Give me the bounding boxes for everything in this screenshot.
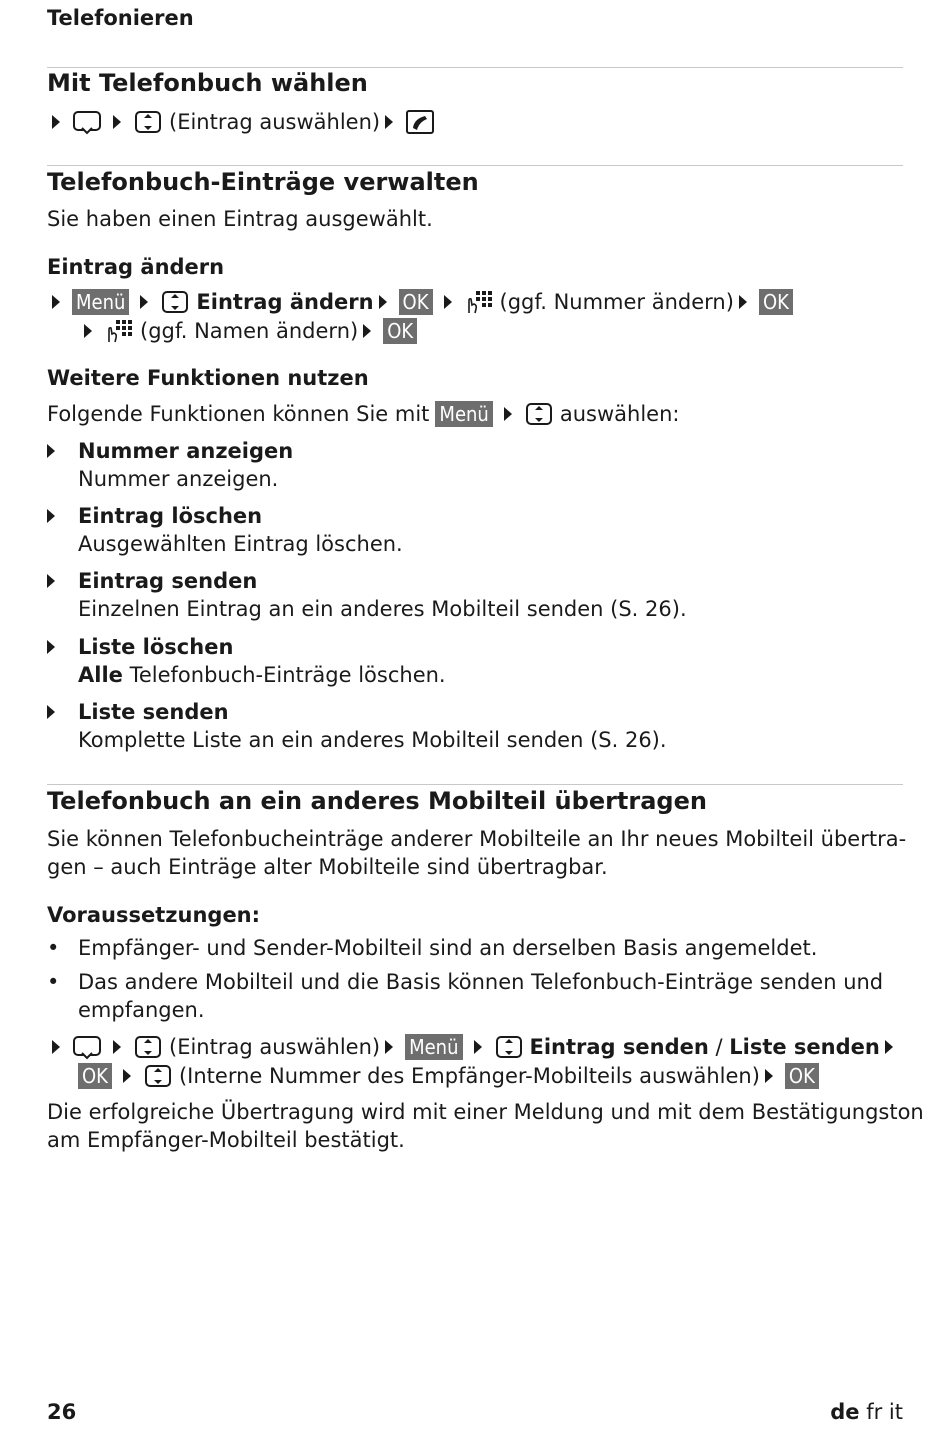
bullet-triangle-icon [47, 509, 55, 523]
divider [47, 784, 903, 785]
function-title: Liste löschen [78, 635, 234, 659]
bullet-dot: • [47, 970, 60, 994]
step-arrow-icon [52, 295, 60, 309]
menu-softkey: Menü [72, 289, 129, 315]
up-down-nav-icon [133, 109, 163, 135]
requirement-item [47, 934, 903, 962]
requirement-text: Das andere Mobilteil und die Basis können Telefonbuch-Einträge senden und empfangen. [78, 970, 884, 1022]
step-arrow-icon [140, 295, 148, 309]
requirements-heading: Voraussetzungen: [47, 903, 261, 927]
option-separator: / [708, 1035, 730, 1059]
bullet-triangle-icon [47, 444, 55, 458]
intro-text: Folgende Funktionen können Sie mit [47, 402, 430, 426]
up-down-nav-icon [524, 401, 554, 427]
step-arrow-icon [385, 1040, 393, 1054]
requirement-item [47, 968, 903, 1024]
step-arrow-icon [765, 1069, 773, 1083]
keypad-icon [464, 289, 494, 315]
step-arrow-icon [379, 295, 387, 309]
function-desc: Nummer anzeigen. [78, 467, 279, 491]
step-arrow-icon [113, 115, 121, 129]
bullet-triangle-icon [47, 574, 55, 588]
step-hint: (ggf. Nummer ändern) [499, 290, 734, 314]
function-title: Nummer anzeigen [78, 439, 294, 463]
bullet-dot: • [47, 936, 60, 960]
language-active: de [830, 1400, 860, 1424]
running-header: Telefonieren [47, 6, 194, 30]
ok-softkey: OK [759, 289, 793, 315]
step-hint: (ggf. Namen ändern) [140, 319, 359, 343]
function-title: Eintrag löschen [78, 504, 263, 528]
step-hint: (Eintrag auswählen) [169, 110, 381, 134]
function-desc: Alle Telefonbuch-Einträge löschen. [78, 663, 446, 687]
step-hint: (Eintrag auswählen) [169, 1035, 381, 1059]
step-arrow-icon [444, 295, 452, 309]
section-title-transfer: Telefonbuch an ein anderes Mobilteil übertragen [47, 787, 707, 815]
phonebook-key-icon [72, 109, 102, 135]
menu-softkey: Menü [405, 1034, 462, 1060]
transfer-steps-line1 [47, 1033, 905, 1061]
function-desc: Einzelnen Eintrag an ein anderes Mobilteil senden (S. 26). [78, 597, 687, 621]
language-links [830, 1400, 903, 1424]
manage-intro: Sie haben einen Eintrag ausgewählt. [47, 207, 433, 231]
ok-softkey: OK [399, 289, 433, 315]
language-others: fr it [859, 1400, 903, 1424]
more-functions-intro [47, 400, 679, 428]
ok-softkey: OK [78, 1063, 112, 1089]
edit-steps-line2 [79, 317, 423, 345]
up-down-nav-icon [133, 1034, 163, 1060]
bullet-triangle-icon [47, 640, 55, 654]
step-arrow-icon [52, 1040, 60, 1054]
manual-page [47, 0, 924, 1443]
step-arrow-icon [739, 295, 747, 309]
step-arrow-icon [363, 324, 371, 338]
function-title: Liste senden [78, 700, 229, 724]
menu-option: Eintrag senden [529, 1035, 709, 1059]
step-arrow-icon [84, 324, 92, 338]
step-arrow-icon [504, 407, 512, 421]
edit-steps-line1 [47, 288, 799, 316]
bullet-triangle-icon [47, 705, 55, 719]
menu-option: Eintrag ändern [196, 290, 374, 314]
step-arrow-icon [113, 1040, 121, 1054]
step-arrow-icon [885, 1040, 893, 1054]
step-arrow-icon [52, 115, 60, 129]
transfer-intro-line2: gen – auch Einträge alter Mobilteile sind übertragbar. [47, 855, 608, 879]
step-arrow-icon [123, 1069, 131, 1083]
section-title-dial: Mit Telefonbuch wählen [47, 69, 368, 97]
section-title-manage: Telefonbuch-Einträge verwalten [47, 168, 479, 196]
divider [47, 165, 903, 166]
transfer-steps-line2 [78, 1062, 825, 1090]
transfer-outro-line1: Die erfolgreiche Übertragung wird mit einer Meldung und mit dem Bestätigungston [47, 1100, 924, 1124]
step-hint: (Interne Nummer des Empfänger-Mobilteils auswählen) [178, 1064, 760, 1088]
ok-softkey: OK [383, 318, 417, 344]
up-down-nav-icon [160, 289, 190, 315]
menu-option: Liste senden [729, 1035, 880, 1059]
function-desc: Komplette Liste an ein anderes Mobilteil senden (S. 26). [78, 728, 667, 752]
ok-softkey: OK [785, 1063, 819, 1089]
dial-steps [47, 108, 441, 136]
up-down-nav-icon [494, 1034, 524, 1060]
menu-softkey: Menü [435, 401, 492, 427]
requirement-text: Empfänger- und Sender-Mobilteil sind an derselben Basis angemeldet. [78, 936, 818, 960]
page-number: 26 [47, 1400, 77, 1424]
transfer-intro-line1: Sie können Telefonbucheinträge anderer Mobilteile an Ihr neues Mobilteil übertra- [47, 827, 907, 851]
step-arrow-icon [474, 1040, 482, 1054]
up-down-nav-icon [143, 1063, 173, 1089]
step-arrow-icon [385, 115, 393, 129]
edit-entry-heading: Eintrag ändern [47, 255, 225, 279]
function-title: Eintrag senden [78, 569, 258, 593]
more-functions-heading: Weitere Funktionen nutzen [47, 366, 369, 390]
transfer-outro-line2: am Empfänger-Mobilteil bestätigt. [47, 1128, 405, 1152]
keypad-icon [104, 318, 134, 344]
intro-text: auswählen: [559, 402, 680, 426]
phonebook-key-icon [72, 1034, 102, 1060]
function-desc: Ausgewählten Eintrag löschen. [78, 532, 403, 556]
talk-key-icon [405, 109, 435, 135]
